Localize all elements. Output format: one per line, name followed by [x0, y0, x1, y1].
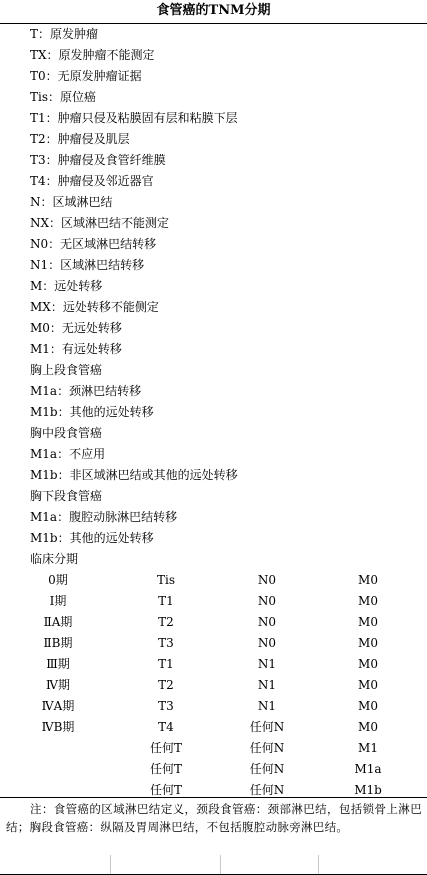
m-cell: M1: [358, 741, 378, 755]
table-row: [0, 570, 427, 591]
section-heading: 胸下段食管癌: [30, 489, 103, 503]
document-title: 食管癌的TNM分期: [156, 3, 271, 18]
n-cell: N1: [257, 678, 277, 692]
definition-line: TX：原发肿瘤不能测定: [30, 48, 155, 62]
n-cell: N1: [257, 699, 277, 713]
definition-line: M1a：颈淋巴结转移: [30, 384, 142, 398]
n-cell: N0: [257, 594, 277, 608]
definition-line: T1：肿瘤只侵及粘膜固有层和粘膜下层: [30, 111, 238, 125]
definition-line: M1：有远处转移: [30, 342, 122, 356]
m-cell: M0: [358, 636, 378, 650]
m-cell: M0: [358, 594, 378, 608]
definition-line: T：原发肿瘤: [30, 27, 99, 41]
t-cell: Tis: [157, 573, 175, 587]
table-row: [0, 591, 427, 612]
grid-line: [318, 855, 319, 874]
definition-line: T2：肿瘤侵及肌层: [30, 132, 130, 146]
footnote: 注：食管癌的区域淋巴结定义，颈段食管癌：颈部淋巴结，包括锁骨上淋巴结；胸段食管癌：纵隔及胃周淋巴结，不包括腹腔动脉旁淋巴结。: [6, 802, 422, 834]
m-cell: M0: [358, 615, 378, 629]
t-cell: T3: [158, 699, 174, 713]
table-row: [0, 717, 427, 738]
table-row: [0, 633, 427, 654]
definition-line: N1：区域淋巴结转移: [30, 258, 145, 272]
table-row: [0, 738, 427, 759]
t-cell: T2: [158, 678, 174, 692]
definition-line: M：远处转移: [30, 279, 103, 293]
m-cell: M0: [358, 720, 378, 734]
t-cell: 任何T: [149, 783, 182, 797]
n-cell: 任何N: [249, 762, 285, 776]
table-row: [0, 612, 427, 633]
m-cell: M1b: [354, 783, 382, 797]
t-cell: T2: [158, 615, 174, 629]
m-cell: M0: [358, 678, 378, 692]
n-cell: N0: [257, 573, 277, 587]
definition-line: M1a：腹腔动脉淋巴结转移: [30, 510, 178, 524]
t-cell: 任何T: [149, 741, 182, 755]
t-cell: T1: [158, 594, 174, 608]
section-heading: 胸上段食管癌: [30, 363, 103, 377]
stage-cell: ⅣA期: [41, 699, 75, 713]
definition-line: MX：远处转移不能侧定: [30, 300, 159, 314]
table-row: [0, 675, 427, 696]
n-cell: N0: [257, 615, 277, 629]
definition-line: M1b：其他的远处转移: [30, 405, 154, 419]
t-cell: T4: [158, 720, 174, 734]
table-row: [0, 759, 427, 780]
definition-line: M1b：非区域淋巴结或其他的远处转移: [30, 468, 238, 482]
t-cell: T3: [158, 636, 174, 650]
definition-line: T3：肿瘤侵及食管纤维膜: [30, 153, 166, 167]
definition-line: M0：无远处转移: [30, 321, 122, 335]
stage-cell: Ⅳ期: [46, 678, 70, 692]
table-row: [0, 696, 427, 717]
stage-cell: ⅡB期: [43, 636, 73, 650]
section-heading: 胸中段食管癌: [30, 426, 103, 440]
t-cell: 任何T: [149, 762, 182, 776]
stage-cell: Ⅰ期: [49, 594, 67, 608]
n-cell: N0: [257, 636, 277, 650]
definition-line: T4：肿瘤侵及邻近器官: [30, 174, 154, 188]
stage-cell: 0期: [48, 573, 68, 587]
m-cell: M0: [358, 573, 378, 587]
definition-line: Tis：原位癌: [30, 90, 97, 104]
tnm-definitions: [30, 24, 420, 549]
empty-footer-row: [0, 855, 427, 874]
table-row: [0, 654, 427, 675]
grid-line: [220, 855, 221, 874]
n-cell: 任何N: [249, 741, 285, 755]
definition-line: T0：无原发肿瘤证据: [30, 69, 142, 83]
m-cell: M1a: [354, 762, 382, 776]
staging-heading: 临床分期: [30, 552, 79, 566]
grid-line: [110, 855, 111, 874]
stage-cell: ⅣB期: [41, 720, 75, 734]
n-cell: 任何N: [249, 783, 285, 797]
t-cell: T1: [158, 657, 174, 671]
note-divider: [0, 797, 427, 798]
n-cell: 任何N: [249, 720, 285, 734]
m-cell: M0: [358, 657, 378, 671]
stage-cell: Ⅲ期: [46, 657, 70, 671]
staging-table: [0, 570, 427, 801]
definition-line: M1a：不应用: [30, 447, 106, 461]
m-cell: M0: [358, 699, 378, 713]
definition-line: NX：区域淋巴结不能测定: [30, 216, 170, 230]
n-cell: N1: [257, 657, 277, 671]
definition-line: M1b：其他的远处转移: [30, 531, 154, 545]
stage-cell: ⅡA期: [43, 615, 73, 629]
definition-line: N0：无区域淋巴结转移: [30, 237, 157, 251]
definition-line: N：区域淋巴结: [30, 195, 113, 209]
